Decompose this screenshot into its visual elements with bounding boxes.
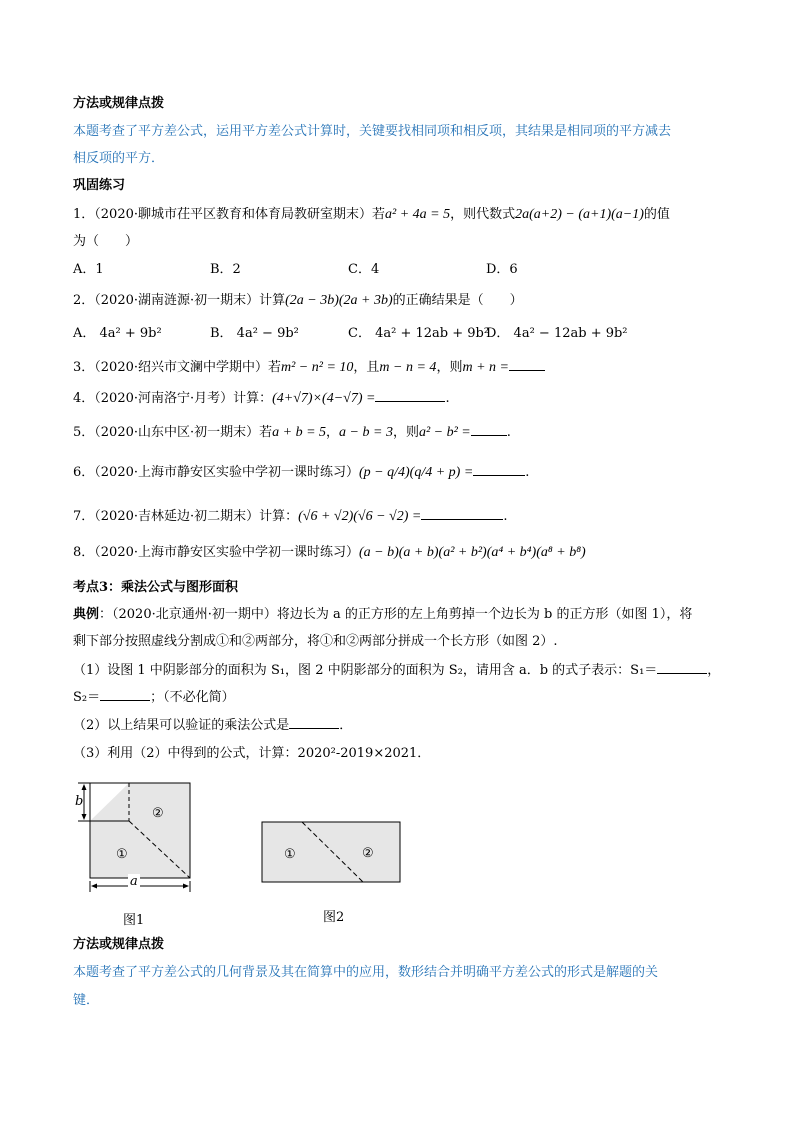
part-3: （3）利用（2）中得到的公式，计算：2020²-2019×2021． [73, 746, 431, 761]
q3-mid2: ，则 [436, 360, 463, 375]
example-label: 典例 [73, 607, 100, 622]
question-7 [73, 507, 508, 526]
s2-answer-blank[interactable] [100, 688, 150, 701]
question-5 [73, 423, 511, 442]
q4-source: 4．（2020·河南洛宁·月考）计算： [73, 391, 273, 406]
question-6 [73, 463, 529, 482]
section3-heading: 考点3：乘法公式与图形面积 [73, 580, 239, 595]
q2-expression: (2a − 3b)(2a + 3b) [285, 293, 393, 308]
q3-expr1: m² − n² = 10 [281, 360, 354, 375]
figure-1-label-b: b [75, 794, 84, 809]
part-1-text: （1）设图 1 中阴影部分的面积为 S₁，图 2 中阴影部分的面积为 S₂，请用含 a．b 的式子表示：S₁＝ [73, 663, 658, 678]
q5-source: 5．（2020·山东中区·初一期末）若 [73, 425, 273, 440]
q6-source: 6．（2020·上海市静安区实验中学初一课时练习） [73, 465, 359, 480]
s1-answer-blank[interactable] [657, 661, 707, 674]
part-1-note: ；（不必化简） [150, 690, 235, 705]
q2-option-a: A． 4a² + 9b² [73, 326, 162, 341]
tip-text-2b: 键． [73, 993, 100, 1008]
q6-end: . [525, 465, 530, 480]
q7-answer-blank[interactable] [421, 507, 503, 520]
part-2-text: （2）以上结果可以验证的乘法公式是 [73, 718, 290, 733]
b-arrow-up [82, 784, 87, 790]
q1-option-b: B．2 [210, 262, 241, 277]
q5-expr3: a² − b² = [418, 425, 471, 440]
part-1-comma: ， [707, 663, 721, 678]
q1-condition: a² + 4a = 5 [385, 207, 451, 222]
part-1-line-1 [73, 661, 720, 680]
q8-expression: (a − b)(a + b)(a² + b²)(a⁴ + b⁴)(a⁸ + b⁸) [359, 545, 586, 560]
q1-line2: 为（ ） [73, 234, 139, 249]
figure-1-caption: 图1 [123, 913, 145, 928]
q5-answer-blank[interactable] [471, 423, 507, 436]
figure-2-region-1: ① [284, 847, 296, 862]
figure-2 [260, 820, 402, 884]
question-4 [73, 389, 450, 408]
q5-mid2: ，则 [392, 425, 419, 440]
q4-end: . [445, 391, 450, 406]
q2-option-b: B． 4a² − 9b² [210, 326, 299, 341]
question-3 [73, 358, 545, 377]
question-8 [73, 544, 586, 562]
a-arrow-right [183, 884, 189, 889]
q4-expression: (4+√7)×(4−√7) = [272, 391, 376, 406]
figure-2-rectangle [262, 822, 400, 882]
example-line-2: 剩下部分按照虚线分割成①和②两部分，将①和②两部分拼成一个长方形（如图 2）. [73, 634, 558, 649]
part-2 [73, 716, 352, 735]
q5-end: . [506, 425, 511, 440]
q1-text: ，则代数式 [450, 207, 516, 222]
figure-2-region-2: ② [362, 846, 374, 861]
example-text-1: ：（2020·北京通州·初一期中）将边长为 a 的正方形的左上角剪掉一个边长为 b 的正方形（如图 1），将 [99, 607, 693, 622]
a-arrow-left [91, 884, 97, 889]
practice-heading: 巩固练习 [73, 178, 126, 193]
figure-2-caption: 图2 [323, 910, 345, 925]
q1-tail: 的值 [643, 207, 670, 222]
q3-source: 3．（2020·绍兴市文澜中学期中）若 [73, 360, 281, 375]
q1-option-a: A．1 [73, 262, 104, 277]
q7-source: 7．（2020·吉林延边·初二期末）计算： [73, 509, 299, 524]
q1-option-c: C．4 [348, 262, 380, 277]
tip-text-1b: 相反项的平方． [73, 151, 165, 166]
question-1 [73, 206, 670, 224]
tip-heading-2: 方法或规律点拨 [73, 937, 165, 952]
figure-1-region-1: ① [116, 847, 128, 862]
tip-heading-1: 方法或规律点拨 [73, 96, 165, 111]
q5-expr2: a − b = 3 [339, 425, 393, 440]
q7-expression: (√6 + √2)(√6 − √2) = [298, 509, 422, 524]
b-arrow-down [82, 814, 87, 820]
figure-1-label-a: a [130, 874, 138, 889]
q8-source: 8．（2020·上海市静安区实验中学初一课时练习） [73, 545, 359, 560]
q4-answer-blank[interactable] [375, 389, 445, 402]
q5-mid: ， [326, 425, 340, 440]
q2-option-d: D． 4a² − 12ab + 9b² [486, 326, 628, 341]
q2-option-c: C． 4a² + 12ab + 9b² [348, 326, 490, 341]
q1-option-d: D．6 [486, 262, 518, 277]
q6-expression: (p − q/4)(q/4 + p) = [359, 465, 474, 480]
part-1-line-2 [73, 688, 235, 707]
q1-source: 1．（2020·聊城市茌平区教育和体育局教研室期末）若 [73, 207, 385, 222]
q2-tail: 的正确结果是（ ） [392, 293, 523, 308]
tip-text-1a: 本题考查了平方差公式，运用平方差公式计算时，关键要找相同项和相反项，其结果是相同项的平方减去 [73, 124, 672, 139]
q6-answer-blank[interactable] [473, 463, 525, 476]
tip-text-2a: 本题考查了平方差公式的几何背景及其在简算中的应用，数形结合并明确平方差公式的形式是解题的关 [73, 965, 659, 980]
q3-expr3: m + n = [462, 360, 509, 375]
q2-source: 2．（2020·湖南涟源·初一期末）计算 [73, 293, 286, 308]
part-2-end: ． [339, 718, 353, 733]
s2-label: S₂＝ [73, 690, 101, 705]
formula-answer-blank[interactable] [289, 716, 339, 729]
figure-1-region-2: ② [152, 806, 164, 821]
q7-end: . [503, 509, 508, 524]
q3-mid: ，且 [353, 360, 380, 375]
q3-answer-blank[interactable] [509, 358, 545, 371]
question-2 [73, 292, 523, 310]
example-line-1 [73, 606, 692, 624]
q5-expr1: a + b = 5 [272, 425, 327, 440]
q1-expression: 2a(a+2) − (a+1)(a−1) [515, 207, 644, 222]
q3-expr2: m − n = 4 [379, 360, 437, 375]
